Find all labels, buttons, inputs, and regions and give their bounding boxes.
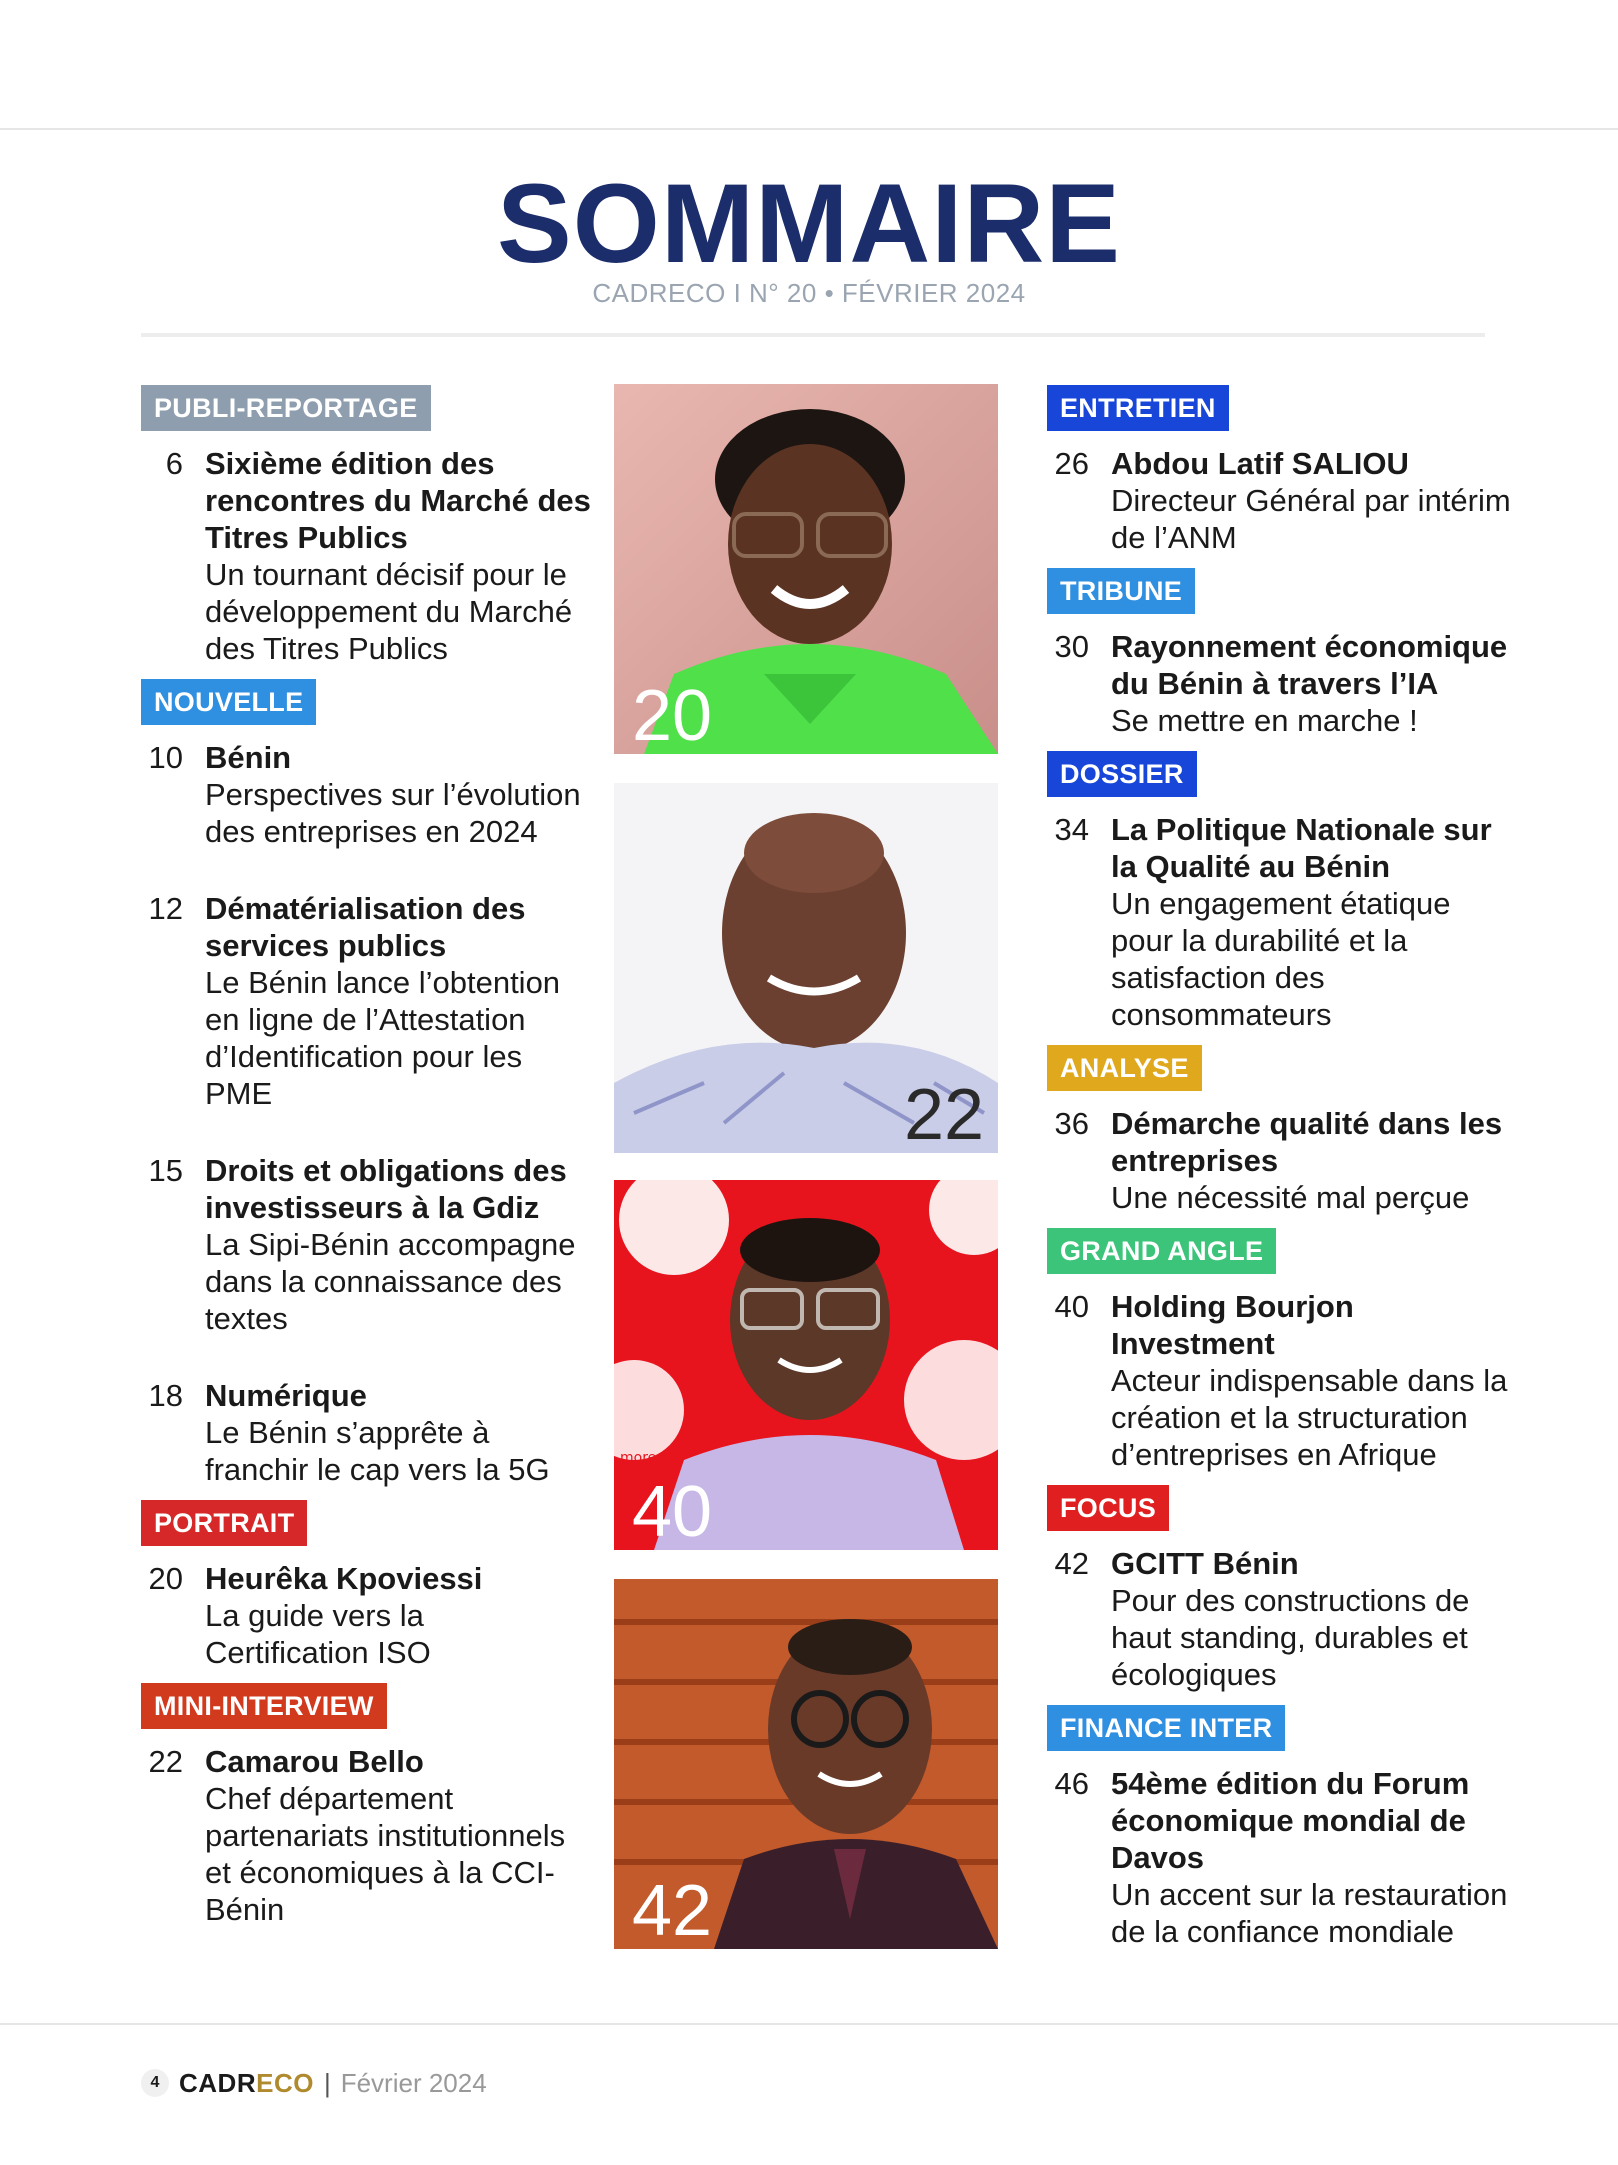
section-entretien (1047, 385, 1517, 556)
section-analyse (1047, 1045, 1517, 1216)
brand-cadr: CADR (179, 2067, 257, 2098)
entry-headline: Abdou Latif SALIOU (1111, 446, 1409, 481)
entry-page-number: 36 (1054, 1106, 1089, 1141)
toc-entry[interactable] (141, 890, 591, 1112)
entry-description: Une nécessité mal perçue (1111, 1180, 1470, 1215)
entry-headline: Numérique (205, 1378, 367, 1413)
section-publi-reportage (141, 385, 591, 667)
section-tag[interactable]: TRIBUNE (1047, 568, 1195, 614)
section-nouvelle (141, 679, 591, 1488)
section-dossier (1047, 751, 1517, 1033)
entry-description: La Sipi-Bénin accompagne dans la connaissance des textes (205, 1227, 576, 1336)
entry-description: Le Bénin lance l’obtention en ligne de l’Attestation d’Identification pour les PME (205, 965, 561, 1111)
toc-entry[interactable] (1047, 1765, 1517, 1950)
toc-entry[interactable] (141, 1377, 591, 1488)
entry-headline: La Politique Nationale sur la Qualité au Bénin (1111, 812, 1492, 884)
portrait-photo-page-20[interactable] (614, 384, 998, 754)
section-tribune (1047, 568, 1517, 739)
toc-entry[interactable] (1047, 1105, 1517, 1216)
portrait-photo-page-22[interactable] (614, 783, 998, 1153)
toc-entry[interactable] (1047, 445, 1517, 556)
entry-description: Le Bénin s’apprête à franchir le cap vers la 5G (205, 1415, 550, 1487)
section-tag[interactable]: GRAND ANGLE (1047, 1228, 1276, 1274)
entry-description: Chef département partenariats institutionnels et économiques à la CCI-Bénin (205, 1781, 566, 1927)
entry-headline: Rayonnement économique du Bénin à travers l’IA (1111, 629, 1508, 701)
right-toc-column (1047, 385, 1517, 1950)
section-tag[interactable]: ANALYSE (1047, 1045, 1202, 1091)
portrait-photo-page-40[interactable] (614, 1180, 998, 1550)
entry-headline: Droits et obligations des investisseurs à la Gdiz (205, 1153, 567, 1225)
photo-page-number: 20 (632, 676, 713, 754)
bottom-rule (0, 2023, 1618, 2025)
section-grand-angle (1047, 1228, 1517, 1473)
toc-entry[interactable] (141, 445, 591, 667)
photo-page-number: 42 (632, 1871, 713, 1949)
entry-page-number: 10 (148, 740, 183, 775)
toc-entry[interactable] (141, 1743, 591, 1928)
footer-brand-logo (179, 2068, 314, 2099)
toc-entry[interactable] (141, 1560, 591, 1671)
entry-headline: GCITT Bénin (1111, 1546, 1299, 1581)
entry-headline: Dématérialisation des services publics (205, 891, 526, 963)
toc-entry[interactable] (1047, 1288, 1517, 1473)
section-tag[interactable]: ENTRETIEN (1047, 385, 1229, 431)
entry-page-number: 46 (1054, 1766, 1089, 1801)
page-footer (141, 2066, 487, 2100)
wall-text: more wit (620, 1450, 682, 1466)
photo-page-number: 40 (632, 1472, 713, 1550)
top-rule (0, 128, 1618, 130)
entry-page-number: 42 (1054, 1546, 1089, 1581)
entry-description: Acteur indispensable dans la création et la structuration d’entreprises en Afrique (1111, 1363, 1508, 1472)
page-title: SOMMAIRE (497, 161, 1121, 286)
section-portrait (141, 1500, 591, 1671)
section-focus (1047, 1485, 1517, 1693)
photo-page-number: 22 (904, 1075, 985, 1153)
entry-headline: Démarche qualité dans les entreprises (1111, 1106, 1503, 1178)
section-finance-inter (1047, 1705, 1517, 1950)
section-mini-interview (141, 1683, 591, 1928)
entry-page-number: 15 (148, 1153, 183, 1188)
footer-date: Février 2024 (340, 2067, 487, 2098)
entry-page-number: 12 (148, 891, 183, 926)
toc-entry[interactable] (1047, 1545, 1517, 1693)
portrait-photo-page-42[interactable] (614, 1579, 998, 1949)
entry-headline: Bénin (205, 740, 292, 775)
entry-headline: Camarou Bello (205, 1744, 424, 1779)
entry-headline: Heurêka Kpoviessi (205, 1561, 483, 1596)
entry-headline: Holding Bourjon Investment (1111, 1289, 1354, 1361)
entry-description: Pour des constructions de haut standing, durables et écologiques (1111, 1583, 1470, 1692)
entry-page-number: 22 (148, 1744, 183, 1779)
entry-page-number: 26 (1054, 446, 1089, 481)
left-toc-column (141, 385, 591, 1928)
entry-description: Un tournant décisif pour le développement du Marché des Titres Publics (205, 557, 573, 666)
brand-eco: ECO (256, 2067, 314, 2098)
toc-entry[interactable] (1047, 628, 1517, 739)
title-divider (141, 333, 1485, 337)
entry-headline: Sixième édition des rencontres du Marché des Titres Publics (205, 446, 591, 555)
section-tag[interactable]: NOUVELLE (141, 679, 316, 725)
entry-description: Un accent sur la restauration de la confiance mondiale (1111, 1877, 1508, 1949)
entry-page-number: 18 (148, 1378, 183, 1413)
footer-page-number: 4 (141, 2069, 169, 2097)
entry-page-number: 40 (1054, 1289, 1089, 1324)
entry-page-number: 6 (165, 446, 183, 481)
entry-page-number: 20 (148, 1561, 183, 1596)
entry-headline: 54ème édition du Forum économique mondial de Davos (1111, 1766, 1470, 1875)
section-tag[interactable]: DOSSIER (1047, 751, 1197, 797)
entry-page-number: 34 (1054, 812, 1089, 847)
issue-subtitle: CADRECO I N° 20 • FÉVRIER 2024 (592, 278, 1026, 308)
entry-description: La guide vers la Certification ISO (205, 1598, 431, 1670)
toc-entry[interactable] (1047, 811, 1517, 1033)
footer-separator: | (323, 2067, 331, 2098)
entry-description: Perspectives sur l’évolution des entreprises en 2024 (205, 777, 581, 849)
section-tag[interactable]: PUBLI-REPORTAGE (141, 385, 431, 431)
toc-entry[interactable] (141, 1152, 591, 1337)
entry-description: Un engagement étatique pour la durabilité et la satisfaction des consommateurs (1111, 886, 1451, 1032)
entry-description: Se mettre en marche ! (1111, 703, 1418, 738)
section-tag[interactable]: FINANCE INTER (1047, 1705, 1285, 1751)
entry-description: Directeur Général par intérim de l’ANM (1111, 483, 1511, 555)
toc-entry[interactable] (141, 739, 591, 850)
section-tag[interactable]: FOCUS (1047, 1485, 1169, 1531)
section-tag[interactable]: MINI-INTERVIEW (141, 1683, 387, 1729)
section-tag[interactable]: PORTRAIT (141, 1500, 307, 1546)
entry-page-number: 30 (1054, 629, 1089, 664)
